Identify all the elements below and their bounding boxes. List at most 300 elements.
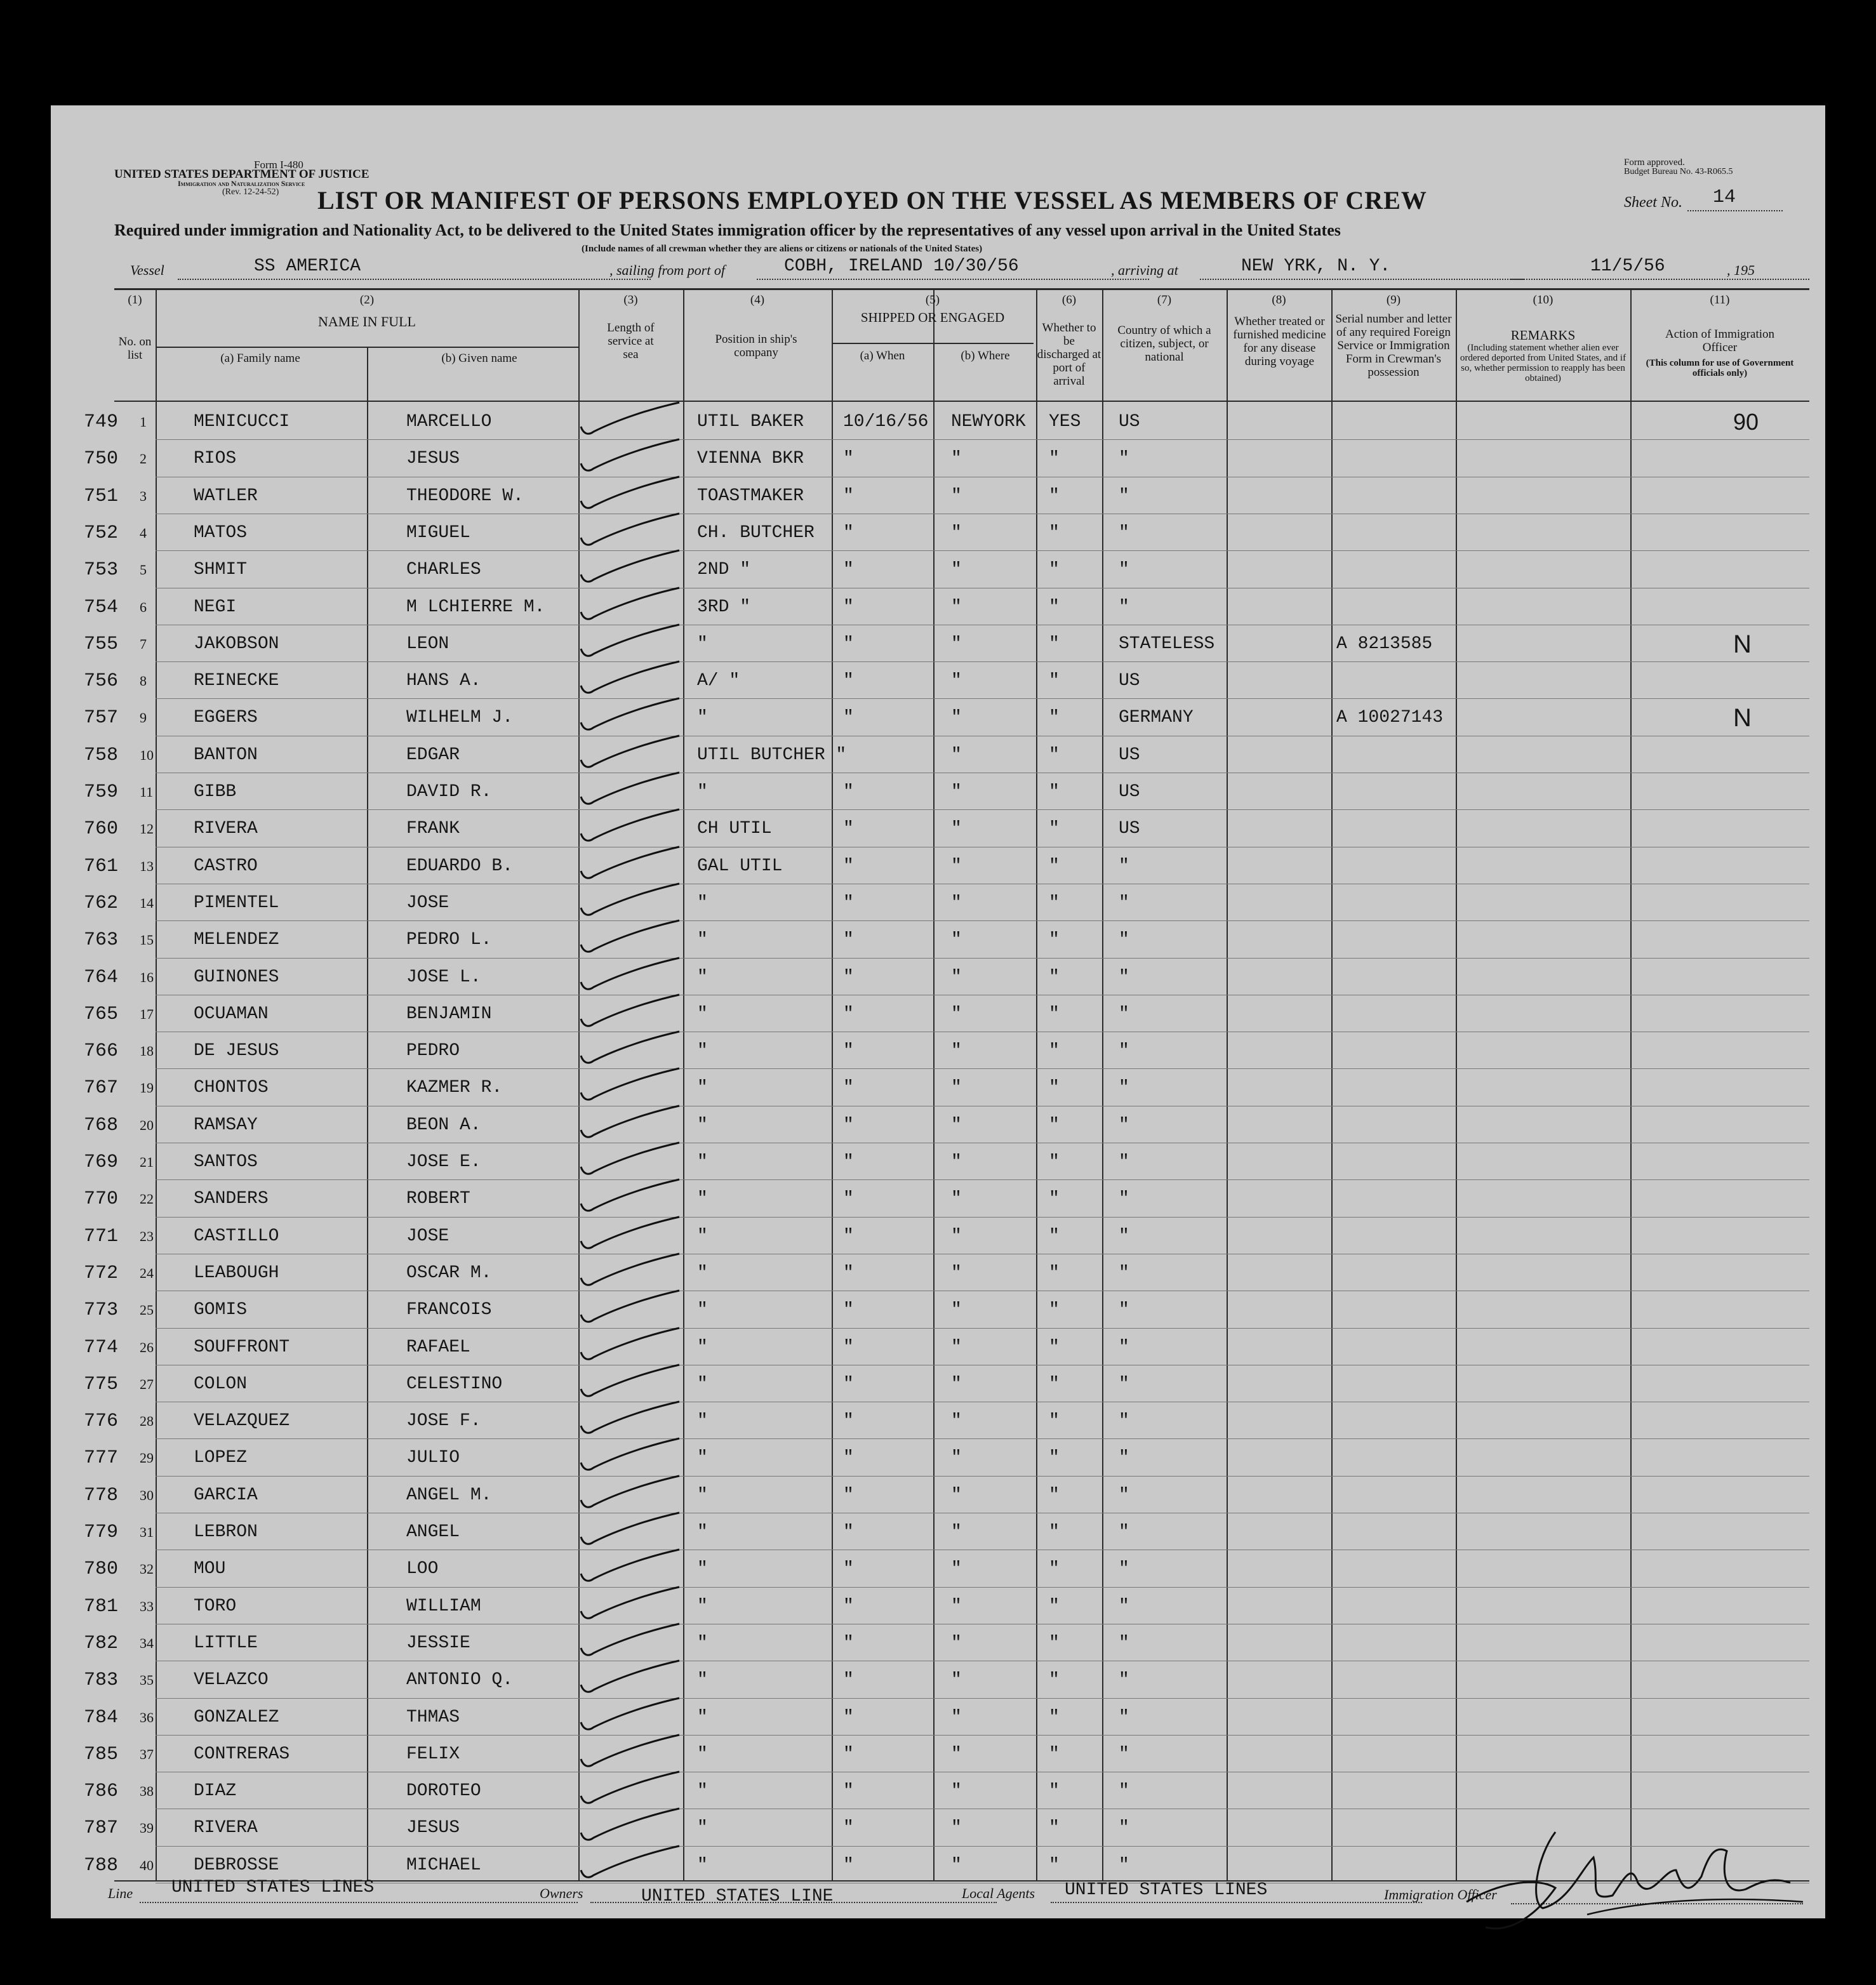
form-approved: Form approved. (1624, 157, 1685, 168)
col11-number: (11) (1710, 293, 1730, 307)
budget-bureau: Budget Bureau No. 43-R065.5 (1624, 167, 1733, 176)
position: " (697, 1781, 708, 1802)
discharge-status: " (1049, 819, 1060, 839)
row-list-number: 25 (140, 1302, 154, 1318)
discharge-status: " (1049, 1041, 1060, 1061)
service-check-icon (575, 1325, 682, 1364)
row-ref-number: 776 (84, 1411, 119, 1433)
row-ref-number: 761 (84, 855, 119, 877)
shipped-when: 10/16/56 (843, 412, 929, 432)
country: " (1119, 1152, 1129, 1172)
col2a-header: (a) Family name (220, 352, 300, 365)
row-ref-number: 767 (84, 1077, 119, 1099)
row-ref-number: 773 (84, 1299, 119, 1322)
row-ref-number: 763 (84, 929, 119, 952)
row-list-number: 27 (140, 1376, 154, 1392)
family-name: GIBB (194, 782, 237, 802)
col7-header: Country of which a citizen, subject, or national (1117, 324, 1211, 364)
discharge-status: " (1049, 1707, 1060, 1727)
shipped-when: " (843, 671, 854, 691)
discharge-status: YES (1049, 412, 1081, 432)
shipped-when: " (843, 1300, 854, 1320)
family-name: MATOS (194, 522, 248, 543)
discharge-status: " (1049, 1152, 1060, 1172)
service-check-icon (575, 400, 682, 438)
position: " (697, 1818, 708, 1838)
given-name: JOSE F. (406, 1411, 481, 1431)
country: " (1119, 1818, 1129, 1838)
country: " (1119, 1189, 1129, 1209)
service-check-icon (575, 1584, 682, 1623)
country: " (1119, 1263, 1129, 1283)
position: UTIL BUTCHER " (697, 745, 847, 765)
row-ref-number: 766 (84, 1040, 119, 1063)
discharge-status: " (1049, 1744, 1060, 1764)
position: " (697, 708, 708, 728)
service-check-icon (575, 1103, 682, 1141)
country: " (1119, 1337, 1129, 1357)
row-ref-number: 777 (84, 1447, 119, 1470)
shipped-when: " (843, 1596, 854, 1616)
service-check-icon (575, 770, 682, 808)
family-name: DEBROSSE (194, 1855, 279, 1875)
row-list-number: 22 (140, 1191, 154, 1207)
col11-header: Action of Immigration Officer (1665, 328, 1775, 354)
shipped-where: " (951, 1041, 962, 1061)
row-list-number: 38 (140, 1783, 154, 1800)
given-name: BEON A. (406, 1115, 481, 1135)
row-list-number: 14 (140, 894, 154, 911)
service-check-icon (575, 918, 682, 956)
agents-value: UNITED STATES LINES (1065, 1880, 1268, 1900)
family-name: RIOS (194, 449, 237, 469)
position: " (697, 1670, 708, 1690)
row-ref-number: 786 (84, 1781, 119, 1803)
shipped-where: " (951, 1485, 962, 1505)
discharge-status: " (1049, 930, 1060, 950)
shipped-where: " (951, 1559, 962, 1579)
owners-value: UNITED STATES LINE (641, 1887, 834, 1906)
discharge-status: " (1049, 1559, 1060, 1579)
row-ref-number: 782 (84, 1632, 119, 1654)
discharge-status: " (1049, 1374, 1060, 1394)
officer-action: 90 (1733, 409, 1759, 435)
position: " (697, 1115, 708, 1135)
officer-label: Immigration Officer (1384, 1887, 1497, 1902)
position: VIENNA BKR (697, 449, 804, 469)
discharge-status: " (1049, 560, 1060, 580)
given-name: CELESTINO (406, 1374, 503, 1394)
shipped-where: " (951, 1115, 962, 1135)
position: 2ND " (697, 560, 751, 580)
family-name: LOPEZ (194, 1448, 248, 1468)
row-ref-number: 780 (84, 1558, 119, 1581)
row-list-number: 13 (140, 858, 154, 874)
col6-number: (6) (1061, 293, 1077, 307)
position: " (697, 1041, 708, 1061)
family-name: WATLER (194, 486, 258, 506)
row-list-number: 28 (140, 1413, 154, 1430)
service-check-icon (575, 1214, 682, 1252)
discharge-status: " (1049, 1522, 1060, 1542)
col5-number: (5) (925, 293, 940, 307)
service-check-icon (575, 955, 682, 993)
given-name: PEDRO (406, 1041, 460, 1061)
position: " (697, 1522, 708, 1542)
country: " (1119, 1522, 1129, 1542)
position: " (697, 1004, 708, 1024)
position: " (697, 930, 708, 950)
given-name: JOSE (406, 893, 449, 913)
shipped-when: " (843, 708, 854, 728)
shipped-where: " (951, 1855, 962, 1875)
service-check-icon (575, 1732, 682, 1770)
revision: (Rev. 12-24-52) (222, 187, 279, 197)
position: GAL UTIL (697, 856, 783, 876)
row-list-number: 16 (140, 969, 154, 985)
row-ref-number: 787 (84, 1817, 119, 1840)
position: " (697, 1485, 708, 1505)
form-title: LIST OR MANIFEST OF PERSONS EMPLOYED ON THE VESSEL AS MEMBERS OF CREW (317, 186, 1427, 215)
form-number: Form I-480 (254, 159, 303, 171)
position: CH. BUTCHER (697, 522, 815, 543)
service-check-icon (575, 1769, 682, 1807)
given-name: MIGUEL (406, 522, 470, 543)
position: " (697, 1855, 708, 1875)
row-list-number: 33 (140, 1598, 154, 1614)
row-list-number: 39 (140, 1820, 154, 1836)
shipped-when: " (843, 1078, 854, 1098)
family-name: JAKOBSON (194, 634, 279, 654)
shipped-when: " (843, 1448, 854, 1468)
country: " (1119, 1078, 1129, 1098)
shipped-when: " (843, 1485, 854, 1505)
shipped-when: " (843, 1522, 854, 1542)
family-name: RIVERA (194, 1818, 258, 1838)
col7-number: (7) (1157, 293, 1172, 307)
country: US (1119, 745, 1140, 765)
position: 3RD " (697, 597, 751, 617)
col10-number: (10) (1533, 293, 1553, 307)
service-check-icon (575, 548, 682, 586)
service-check-icon (575, 1251, 682, 1289)
service-check-icon (575, 1658, 682, 1696)
shipped-when: " (843, 1707, 854, 1727)
country: " (1119, 1411, 1129, 1431)
position: " (697, 1633, 708, 1653)
shipped-where: " (951, 1448, 962, 1468)
sheet-number: 14 (1713, 187, 1736, 208)
family-name: LEABOUGH (194, 1263, 279, 1283)
form-note: (Include names of all crewman whether they are aliens or citizens or nationals of the United States) (582, 244, 983, 254)
discharge-status: " (1049, 1485, 1060, 1505)
officer-action: N (1733, 704, 1752, 733)
shipped-when: " (843, 1189, 854, 1209)
country: " (1119, 1041, 1129, 1061)
manifest-sheet (51, 105, 1825, 1918)
shipped-when: " (843, 782, 854, 802)
col4-header: Position in ship's company (715, 333, 797, 359)
service-check-icon (575, 474, 682, 512)
position: " (697, 1374, 708, 1394)
country: " (1119, 856, 1129, 876)
shipped-where: " (951, 1226, 962, 1246)
country: " (1119, 486, 1129, 506)
discharge-status: " (1049, 1078, 1060, 1098)
given-name: LOO (406, 1559, 439, 1579)
service-check-icon (575, 1140, 682, 1178)
given-name: JOSE L. (406, 967, 481, 987)
shipped-when: " (843, 486, 854, 506)
given-name: FRANK (406, 819, 460, 839)
arriving-label: , arriving at (1111, 262, 1178, 278)
family-name: VELAZCO (194, 1670, 269, 1690)
shipped-when: " (843, 930, 854, 950)
shipped-where: " (951, 1337, 962, 1357)
given-name: M LCHIERRE M. (406, 597, 545, 617)
family-name: COLON (194, 1374, 248, 1394)
family-name: RIVERA (194, 819, 258, 839)
position: " (697, 1337, 708, 1357)
row-list-number: 7 (140, 635, 147, 652)
given-name: MARCELLO (406, 412, 492, 432)
shipped-when: " (843, 634, 854, 654)
family-name: NEGI (194, 597, 237, 617)
col5a-header: (a) When (860, 349, 905, 362)
family-name: CASTRO (194, 856, 258, 876)
col8-number: (8) (1272, 293, 1286, 307)
row-list-number: 5 (140, 562, 147, 578)
given-name: JESSIE (406, 1633, 470, 1653)
service-check-icon (575, 1362, 682, 1400)
country: " (1119, 1559, 1129, 1579)
country: " (1119, 1633, 1129, 1653)
family-name: SANDERS (194, 1189, 269, 1209)
country: " (1119, 1781, 1129, 1802)
family-name: MELENDEZ (194, 930, 279, 950)
discharge-status: " (1049, 1448, 1060, 1468)
row-list-number: 36 (140, 1709, 154, 1725)
family-name: LEBRON (194, 1522, 258, 1542)
given-name: KAZMER R. (406, 1078, 503, 1098)
discharge-status: " (1049, 1781, 1060, 1802)
row-ref-number: 769 (84, 1152, 119, 1173)
position: " (697, 782, 708, 802)
owners-label: Owners (540, 1885, 583, 1901)
position: " (697, 1152, 708, 1172)
position: " (697, 1263, 708, 1283)
position: " (697, 1744, 708, 1764)
shipped-where: " (951, 1152, 962, 1172)
row-ref-number: 778 (84, 1484, 119, 1506)
family-name: CONTRERAS (194, 1744, 290, 1764)
shipped-when: " (843, 1670, 854, 1690)
row-list-number: 23 (140, 1228, 154, 1244)
row-list-number: 12 (140, 821, 154, 837)
row-ref-number: 772 (84, 1262, 119, 1284)
shipped-when: " (843, 1855, 854, 1875)
row-ref-number: 765 (84, 1003, 119, 1025)
country: " (1119, 1115, 1129, 1135)
serial-number: A 10027143 (1336, 708, 1444, 728)
given-name: EDUARDO B. (406, 856, 514, 876)
country: " (1119, 1226, 1129, 1246)
service-check-icon (575, 844, 682, 882)
shipped-where: " (951, 1707, 962, 1727)
row-list-number: 35 (140, 1672, 154, 1689)
given-name: CHARLES (406, 560, 481, 580)
row-list-number: 3 (140, 488, 147, 504)
row-ref-number: 756 (84, 670, 119, 693)
country: US (1119, 819, 1140, 839)
shipped-when: " (843, 856, 854, 876)
service-check-icon (575, 585, 682, 623)
discharge-status: " (1049, 1263, 1060, 1283)
row-list-number: 6 (140, 599, 147, 615)
sailing-port: COBH, IRELAND 10/30/56 (784, 256, 1019, 276)
service-check-icon (575, 696, 682, 734)
service-check-icon (575, 1806, 682, 1844)
service-check-icon (575, 1473, 682, 1511)
col5b-header: (b) Where (961, 349, 1010, 362)
position: TOASTMAKER (697, 486, 804, 506)
family-name: GONZALEZ (194, 1707, 279, 1727)
col11-subheader: (This column for use of Government officials only) (1646, 358, 1794, 378)
shipped-where: " (951, 745, 962, 765)
line-label: Line (108, 1885, 133, 1901)
discharge-status: " (1049, 708, 1060, 728)
shipped-when: " (843, 1226, 854, 1246)
row-list-number: 9 (140, 710, 147, 726)
service-check-icon (575, 992, 682, 1030)
row-list-number: 29 (140, 1450, 154, 1466)
shipped-where: " (951, 893, 962, 913)
row-list-number: 17 (140, 1006, 154, 1022)
given-name: JULIO (406, 1448, 460, 1468)
given-name: RAFAEL (406, 1337, 470, 1357)
discharge-status: " (1049, 486, 1060, 506)
position: " (697, 1189, 708, 1209)
row-ref-number: 764 (84, 966, 119, 988)
shipped-when: " (843, 597, 854, 617)
position: A/ " (697, 671, 740, 691)
row-ref-number: 770 (84, 1188, 119, 1211)
service: Immigration and Naturalization Service (178, 179, 305, 188)
position: CH UTIL (697, 819, 772, 839)
family-name: GOMIS (194, 1300, 248, 1320)
family-name: OCUAMAN (194, 1004, 269, 1024)
given-name: ANTONIO Q. (406, 1670, 514, 1690)
shipped-where: " (951, 1078, 962, 1098)
shipped-where: " (951, 1596, 962, 1616)
country: " (1119, 1300, 1129, 1320)
country: " (1119, 1744, 1129, 1764)
position: UTIL BAKER (697, 412, 804, 432)
row-list-number: 31 (140, 1524, 154, 1540)
discharge-status: " (1049, 522, 1060, 543)
shipped-where: " (951, 597, 962, 617)
shipped-where: " (951, 967, 962, 987)
shipped-when: " (843, 1744, 854, 1764)
shipped-when: " (843, 819, 854, 839)
discharge-status: " (1049, 1300, 1060, 1320)
discharge-status: " (1049, 856, 1060, 876)
row-list-number: 20 (140, 1117, 154, 1133)
col6-header: Whether to be discharged at port of arrival (1037, 321, 1101, 388)
country: US (1119, 412, 1140, 432)
shipped-when: " (843, 1152, 854, 1172)
row-list-number: 19 (140, 1080, 154, 1096)
country: US (1119, 671, 1140, 691)
country: " (1119, 893, 1129, 913)
row-ref-number: 750 (84, 448, 119, 470)
service-check-icon (575, 881, 682, 919)
shipped-when: " (843, 449, 854, 469)
discharge-status: " (1049, 449, 1060, 469)
discharge-status: " (1049, 745, 1060, 765)
family-name: SOUFFRONT (194, 1337, 290, 1357)
row-ref-number: 757 (84, 707, 119, 729)
shipped-where: " (951, 782, 962, 802)
given-name: BENJAMIN (406, 1004, 492, 1024)
col4-number: (4) (750, 293, 765, 307)
shipped-where: " (951, 1633, 962, 1653)
position: " (697, 1448, 708, 1468)
shipped-where: " (951, 1300, 962, 1320)
given-name: FRANCOIS (406, 1300, 492, 1320)
service-check-icon (575, 1288, 682, 1326)
service-check-icon (575, 1177, 682, 1215)
country: " (1119, 1670, 1129, 1690)
col10-header: REMARKS (1510, 328, 1576, 343)
shipped-when: " (843, 1818, 854, 1838)
family-name: RAMSAY (194, 1115, 258, 1135)
position: " (697, 1707, 708, 1727)
service-check-icon (575, 437, 682, 475)
row-ref-number: 755 (84, 633, 119, 655)
discharge-status: " (1049, 782, 1060, 802)
vessel-label: Vessel (130, 262, 164, 278)
position: " (697, 1559, 708, 1579)
shipped-when: " (843, 893, 854, 913)
discharge-status: " (1049, 597, 1060, 617)
row-ref-number: 754 (84, 596, 119, 618)
col2b-header: (b) Given name (441, 352, 517, 365)
discharge-status: " (1049, 1818, 1060, 1838)
family-name: MOU (194, 1559, 226, 1579)
col8-header: Whether treated or furnished medicine for any disease during voyage (1233, 315, 1326, 368)
given-name: FELIX (406, 1744, 460, 1764)
shipped-when: " (843, 1041, 854, 1061)
service-check-icon (575, 1696, 682, 1734)
given-name: ROBERT (406, 1189, 470, 1209)
position: " (697, 893, 708, 913)
row-ref-number: 759 (84, 781, 119, 803)
service-check-icon (575, 1436, 682, 1474)
given-name: DOROTEO (406, 1781, 481, 1802)
given-name: JOSE (406, 1226, 449, 1246)
shipped-where: " (951, 634, 962, 654)
family-name: BANTON (194, 745, 258, 765)
family-name: TORO (194, 1596, 237, 1616)
shipped-where: " (951, 1522, 962, 1542)
service-check-icon (575, 1510, 682, 1548)
row-ref-number: 751 (84, 485, 119, 507)
sheet-label: Sheet No. (1624, 194, 1682, 211)
arriving-port: NEW YRK, N. Y. (1241, 256, 1391, 276)
country: GERMANY (1119, 708, 1194, 728)
position: " (697, 1226, 708, 1246)
